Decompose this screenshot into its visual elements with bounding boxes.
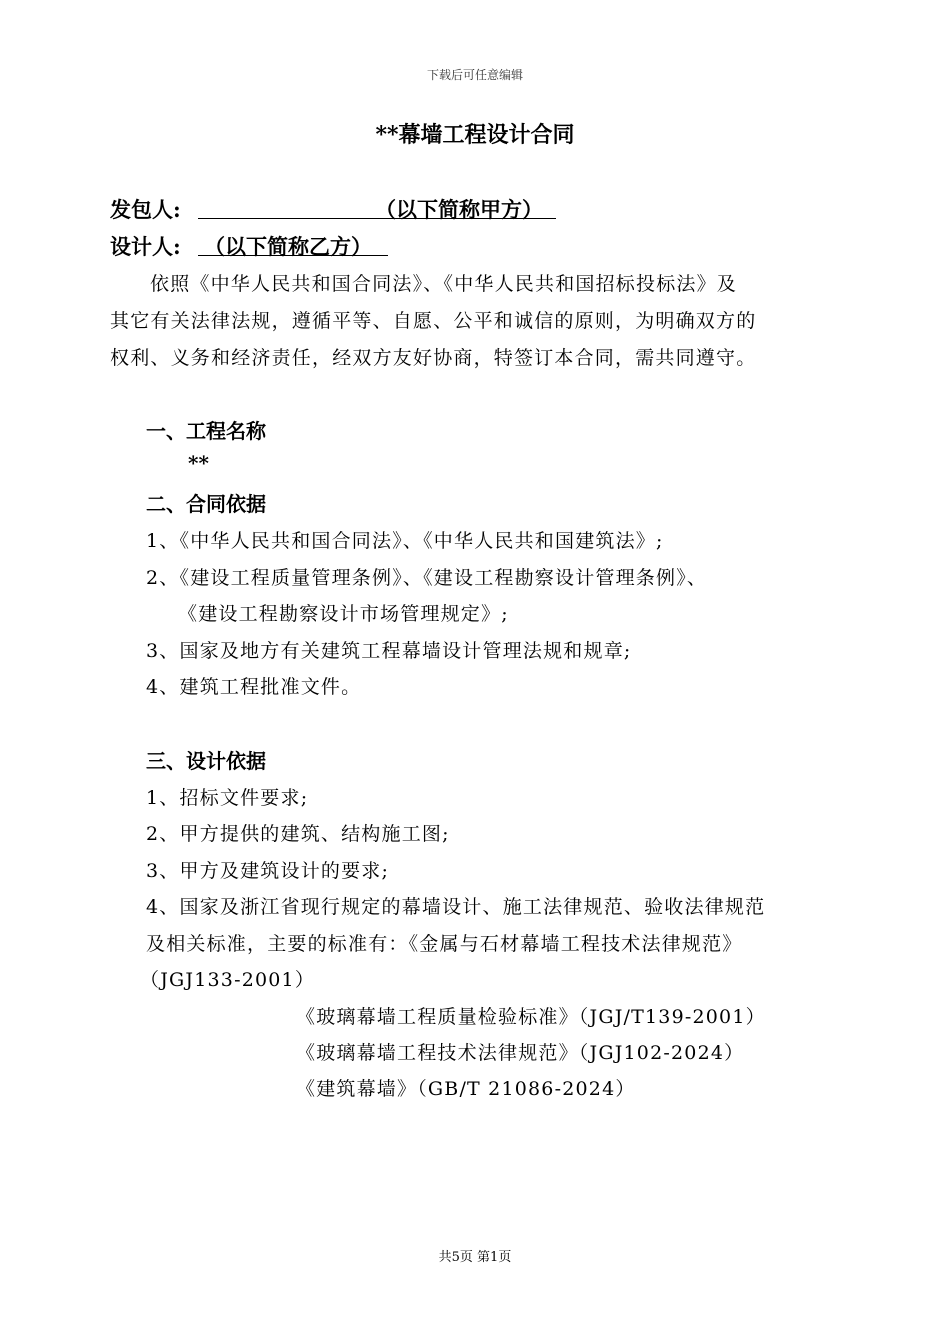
list-item: 1、《中华人民共和国合同法》、《中华人民共和国建筑法》;: [146, 530, 664, 552]
page-header: 下载后可任意编辑: [426, 68, 523, 82]
standard-code: （JGJ133-2001）: [140, 969, 316, 991]
list-item: 2、《建设工程质量管理条例》、《建设工程勘察设计管理条例》、: [146, 567, 708, 589]
list-item: 4、建筑工程批准文件。: [146, 676, 362, 698]
list-item: 2、甲方提供的建筑、结构施工图;: [146, 823, 450, 845]
intro-line: 依照《中华人民共和国合同法》、《中华人民共和国招标投标法》及: [150, 273, 738, 295]
page-footer: 共5页 第1页: [438, 1250, 512, 1265]
standard-item: 《玻璃幕墙工程质量检验标准》（JGJ/T139-2001）: [296, 1006, 766, 1028]
list-item: 3、国家及地方有关建筑工程幕墙设计管理法规和规章;: [146, 640, 632, 662]
list-item: 1、招标文件要求;: [146, 787, 309, 809]
section-heading: 二、合同依据: [146, 492, 266, 516]
section-heading: 一、工程名称: [146, 419, 266, 443]
list-item: 4、国家及浙江省现行规定的幕墙设计、施工法律规范、验收法律规范: [146, 896, 766, 918]
project-name: **: [188, 451, 209, 475]
standard-item: 《建筑幕墙》（GB/T 21086-2024）: [296, 1078, 636, 1100]
party-b-label: 设计人:: [110, 234, 181, 259]
intro-line: 其它有关法律法规，遵循平等、自愿、公平和诚信的原则，为明确双方的: [110, 310, 757, 332]
list-item: 3、甲方及建筑设计的要求;: [146, 860, 390, 882]
list-item: 及相关标准，主要的标准有：《金属与石材幕墙工程技术法律规范》: [146, 933, 743, 955]
party-a-note: （以下简称甲方）: [375, 197, 543, 222]
intro-line: 权利、义务和经济责任，经双方友好协商，特签订本合同，需共同遵守。: [110, 347, 757, 369]
standard-item: 《玻璃幕墙工程技术法律规范》（JGJ102-2024）: [296, 1042, 745, 1064]
party-b-note: （以下简称乙方）: [204, 234, 372, 259]
party-a-label: 发包人:: [110, 197, 181, 222]
list-item: 《建设工程勘察设计市场管理规定》;: [178, 603, 509, 625]
section-heading: 三、设计依据: [146, 749, 266, 773]
document-title: **幕墙工程设计合同: [375, 122, 575, 148]
